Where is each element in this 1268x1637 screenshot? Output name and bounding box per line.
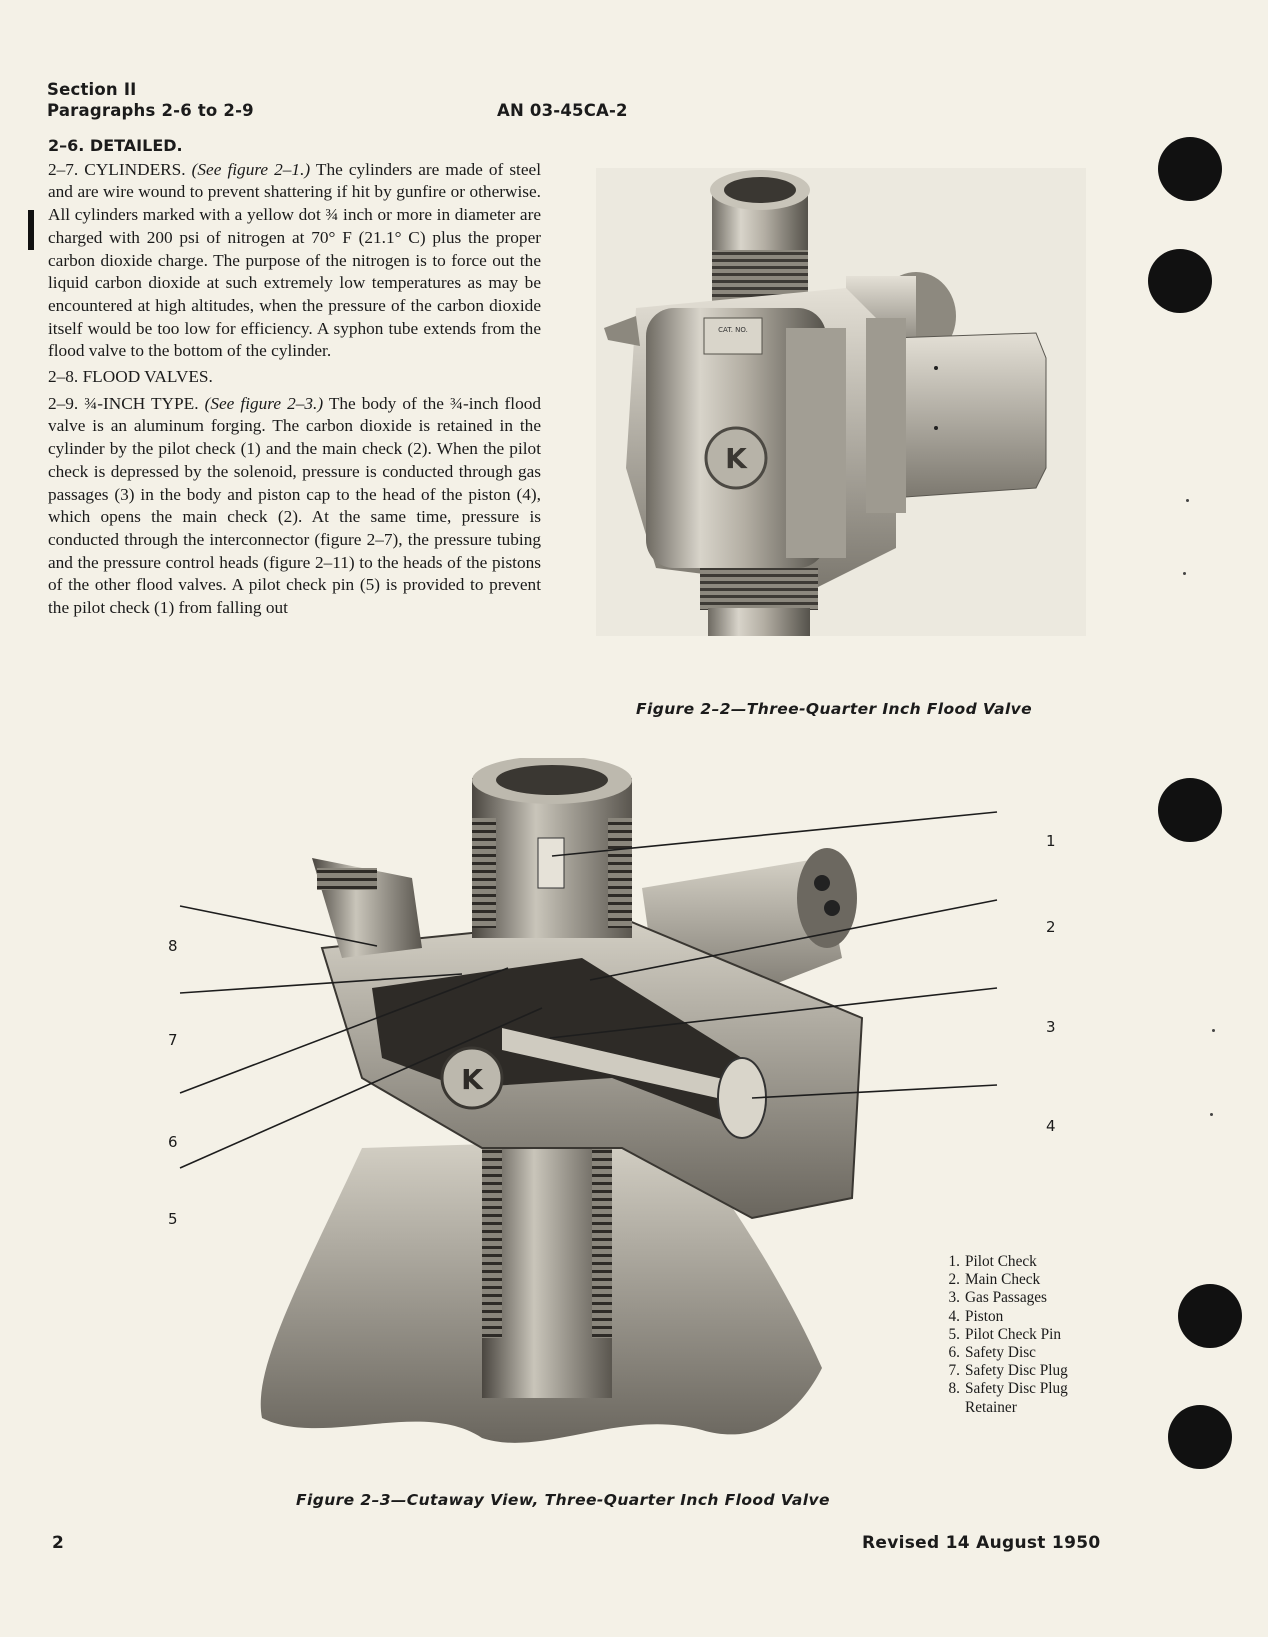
flood-valve-photo [596,168,1086,636]
speck [1210,1113,1213,1116]
paragraph-2-7-text: The cylinders are made of steel and are wire wound to prevent shattering if hit by gunfire or otherwise. All cylinders marked with a yellow dot ¾ inch or more in diameter are charged with 200 psi of nitrogen at 70° F (21.1° C) plus the proper carbon dioxide charge. The purpose of the nitrogen is to force out the liquid carbon dioxide at such extremely low temperatures as may be encountered at high altitudes, when the pressure of the carbon dioxide itself would be too low for efficiency. A syphon tube extends from the flood valve to the bottom of the cylinder. [48,159,541,361]
legend-item: 5. Pilot Check Pin [948,1325,1062,1343]
callout-3: 3 [1046,1018,1056,1036]
heading-detailed: 2–6. DETAILED. [48,136,183,155]
paragraph-2-7-lead: 2–7. CYLINDERS. [48,159,192,179]
paragraph-2-7 [48,159,541,363]
legend-item: 6. Safety Disc [948,1344,1036,1362]
callout-6: 6 [168,1133,178,1151]
section-label: Section II [47,80,137,99]
legend-item: 2. Main Check [948,1271,1041,1289]
legend-item: 8. Safety Disc Plug [948,1380,1068,1398]
paragraphs-label: Paragraphs 2-6 to 2-9 [47,101,254,120]
paragraph-2-9-text: The body of the ¾-inch flood valve is an aluminum forging. The carbon dioxide is retained in the cylinder by the pilot check (1) and the main check (2). When the pilot check is depressed by the solenoid, pressure is conducted through gas passages (3) in the body and piston cap to the head of the piston (4), which opens the main check (2). At the same time, pressure is conducted through the interconnector (figure 2–7), the pressure tubing and the pressure control heads (figure 2–11) to the heads of the pistons of the other flood valves. A pilot check pin (5) is provided to prevent the pilot check (1) from falling out [48,393,542,618]
figure-reference: (See figure 2–3.) [204,393,324,413]
cutaway-illustration [62,758,1062,1448]
figure-reference: (See figure 2–1.) [191,159,311,179]
paragraph-2-8: 2–8. FLOOD VALVES. [48,367,213,387]
legend-item: 1. Pilot Check [948,1253,1037,1270]
figure-2-3-caption: Figure 2–3—Cutaway View, Three-Quarter Inch Flood Valve [296,1491,830,1509]
page-number: 2 [52,1533,64,1553]
catalog-plate-text: CAT. NO. [718,326,748,334]
revision-date: Revised 14 August 1950 [862,1533,1101,1553]
speck [1183,572,1186,575]
paragraph-2-9-lead: 2–9. ¾-INCH TYPE. [48,393,205,413]
binder-hole [1158,137,1222,201]
callout-1: 1 [1046,832,1056,850]
figure-2-2-caption: Figure 2–2—Three-Quarter Inch Flood Valve [636,700,1033,718]
figure-legend [935,1253,1095,1417]
speck [1186,499,1189,502]
callout-5: 5 [168,1210,178,1228]
binder-hole [1178,1284,1242,1348]
body-text [48,135,541,620]
callout-4: 4 [1046,1117,1056,1135]
legend-item: Retainer [965,1398,1017,1416]
binder-hole [1158,778,1222,842]
legend-item: 7. Safety Disc Plug [948,1362,1068,1380]
legend-item: 3. Gas Passages [948,1289,1047,1307]
document-number: AN 03-45CA-2 [497,101,628,120]
logo-letter: K [725,442,747,475]
speck [1212,1029,1215,1032]
binder-hole [1168,1405,1232,1469]
callout-7: 7 [168,1031,178,1049]
paragraph-2-9 [48,393,541,620]
binder-hole [1148,249,1212,313]
legend-item: 4. Piston [948,1307,1004,1325]
logo-letter: K [461,1063,483,1096]
callout-8: 8 [168,937,178,955]
change-bar [28,210,34,250]
callout-2: 2 [1046,918,1056,936]
